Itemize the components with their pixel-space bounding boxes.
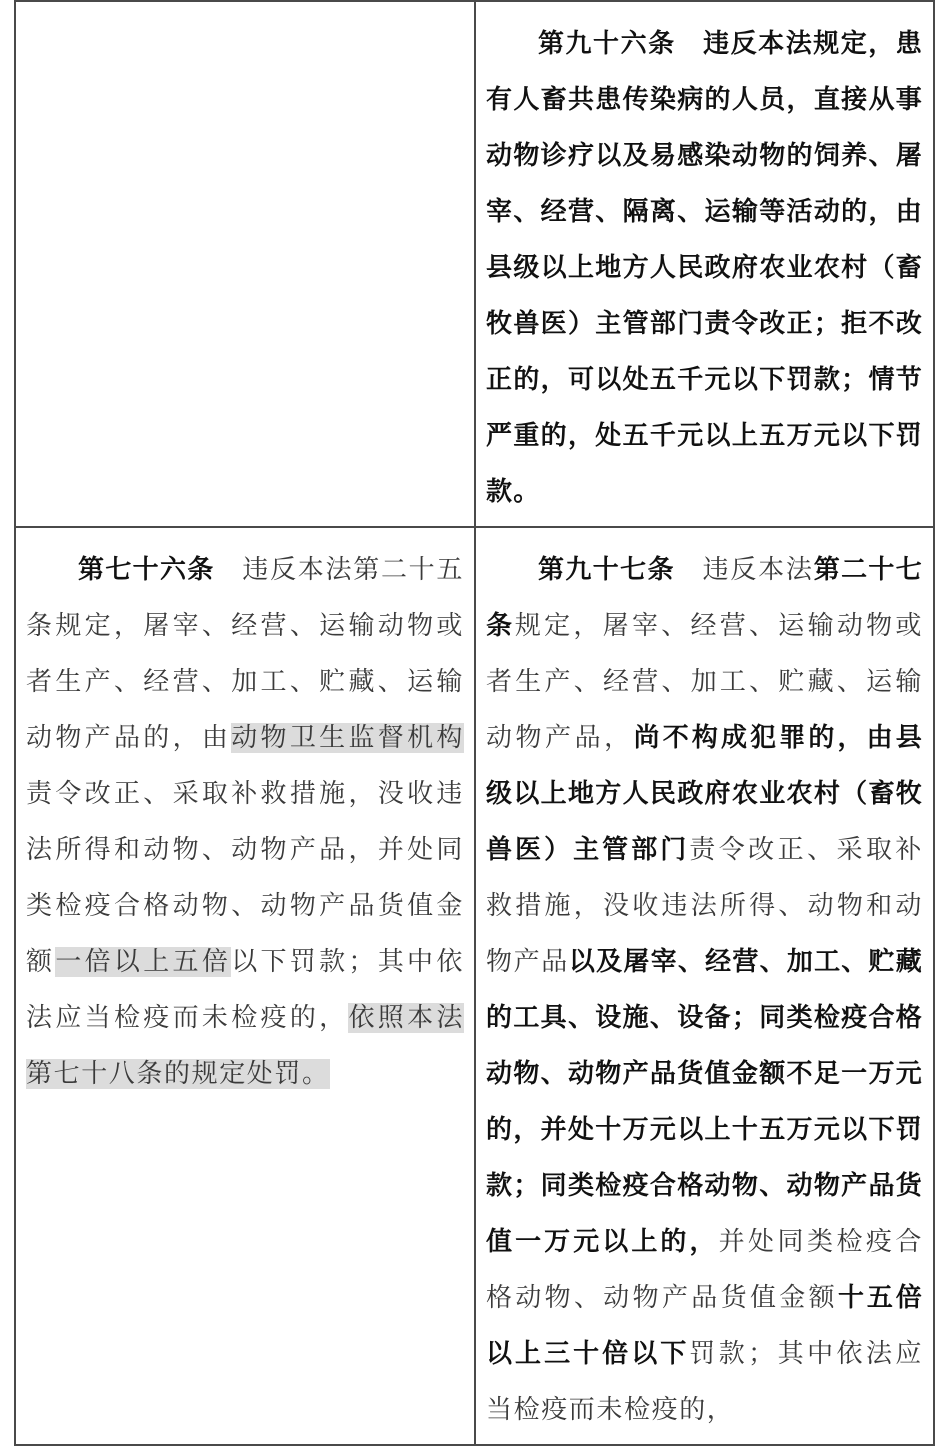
article-76-paragraph bbox=[26, 542, 464, 1102]
new-law-cell-article-96 bbox=[475, 1, 934, 527]
article-96-paragraph bbox=[486, 16, 923, 520]
article-96-title: 第九十六条 bbox=[538, 29, 676, 59]
old-law-cell-article-76 bbox=[15, 527, 475, 1445]
article-97-paragraph bbox=[486, 542, 923, 1438]
table-row bbox=[15, 1, 934, 527]
law-comparison-table bbox=[14, 0, 935, 1446]
article-97-text-2: 规定，屠宰、经营、运输动物或者生产、经营、加工、贮藏、运输动物产品， bbox=[486, 611, 923, 753]
article-97-bold-4: 十五倍以上三十倍以下 bbox=[486, 1283, 923, 1369]
article-97-bold-1: 第二十七条 bbox=[486, 555, 924, 641]
article-97-text-5: 罚款；其中依法应当检疫而未检疫的， bbox=[486, 1339, 923, 1425]
article-76-text-2: 责令改正、采取补救措施，没收违法所得和动物、动物产品，并处同类检疫合格动物、动物产品货值金额 bbox=[26, 779, 464, 977]
article-76-text-3: 以下罚款；其中依法应当检疫而未检疫的， bbox=[26, 947, 464, 1033]
article-76-text-1: 违反本法第二十五条规定，屠宰、经营、运输动物或者生产、经营、加工、贮藏、运输动物产品的，由 bbox=[26, 555, 464, 753]
article-97-text-3: 责令改正、采取补救措施，没收违法所得、动物和动物产品 bbox=[486, 835, 923, 977]
article-97-text-1: 违反本法 bbox=[702, 555, 814, 585]
highlight-penalty-reference: 依照本法第七十八条的规定处罚。 bbox=[26, 1003, 464, 1089]
article-97-title: 第九十七条 bbox=[538, 555, 675, 585]
article-76-title: 第七十六条 bbox=[78, 555, 215, 585]
article-97-bold-3: 以及屠宰、经营、加工、贮藏的工具、设施、设备；同类检疫合格动物、动物产品货值金额不足一万元的，并处十万元以上十五万元以下罚款；同类检疫合格动物、动物产品货值一万元以上的， bbox=[486, 947, 923, 1257]
article-97-bold-2: 尚不构成犯罪的，由县级以上地方人民政府农业农村（畜牧兽医）主管部门 bbox=[486, 723, 923, 865]
article-96-text: 违反本法规定，患有人畜共患传染病的人员，直接从事动物诊疗以及易感染动物的饲养、屠宰、经营、隔离、运输等活动的，由县级以上地方人民政府农业农村（畜牧兽医）主管部门责令改正；拒不改正的，可以处五千元以下罚款；情节严重的，处五千元以上五万元以下罚款。 bbox=[486, 29, 923, 507]
table-row bbox=[15, 527, 934, 1445]
new-law-cell-article-97 bbox=[475, 527, 934, 1445]
highlight-supervision-agency: 动物卫生监督机构 bbox=[231, 723, 464, 753]
old-law-cell-empty bbox=[15, 1, 475, 527]
highlight-fine-multiple: 一倍以上五倍 bbox=[55, 947, 232, 977]
article-97-text-4: 并处同类检疫合格动物、动物产品货值金额 bbox=[486, 1227, 924, 1313]
